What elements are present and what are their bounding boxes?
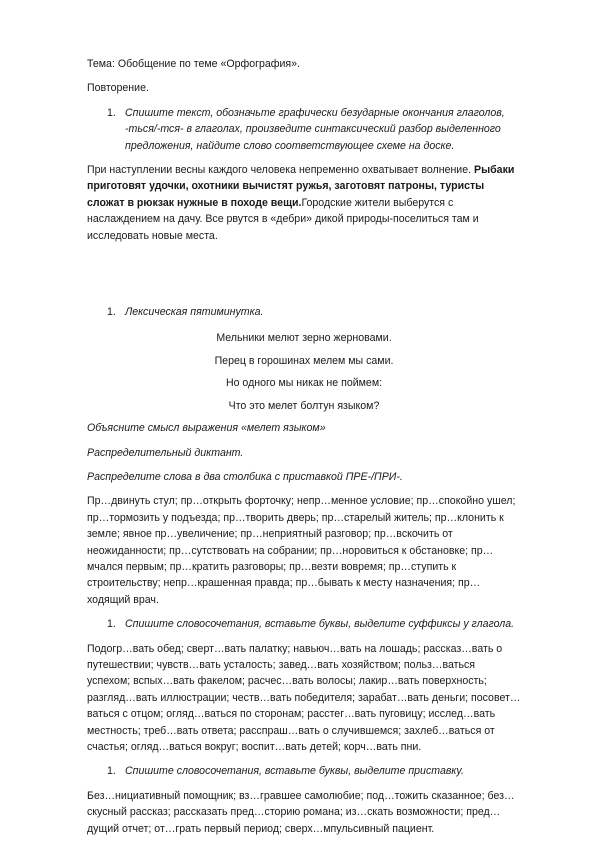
text-paragraph-1 — [87, 162, 521, 244]
document-page — [87, 56, 521, 837]
task-2-number: 1. — [107, 306, 116, 319]
words-paragraph-2: Подогр…вать обед; сверт…вать палатку; навьюч…вать на лошадь; рассказ…вать о путешествии; чувств…вать усталость; завед…вать хозяйством; польз…ваться успехом; вспых…вать факелом; расчес…вать волосы; лакир…вать поверхность; разгляд…вать иллюстрации; честв…вать победителя; зарабат…вать деньги; посовет…ваться с отцом; огляд…ваться по сторонам; расстег…вать пуговицу; исслед…вать местность; треб…вать ответа; расспраш…вать о случившемся; захлеб…ваться от счастья; огляд…ваться вокруг; воспит…вать детей; корч…вать пни. — [87, 642, 521, 753]
dictation-heading: Распределительный диктант. — [87, 446, 244, 459]
task-2-text: Лексическая пятиминутка. — [125, 306, 264, 319]
task-2 — [107, 304, 521, 320]
task-3-text: Спишите словосочетания, вставьте буквы, выделите суффиксы у глагола. — [125, 618, 515, 631]
text-bold-sentence: Рыбаки приготовят удочки, охотники вычистят ружья, заготовят патроны, туристы сложат в рюкзак нужные в походе вещи. — [87, 164, 515, 209]
task-3-number: 1. — [107, 618, 116, 631]
poem-line-2: Перец в горошинах мелем мы сами. — [214, 354, 394, 367]
task-4-text: Спишите словосочетания, вставьте буквы, выделите приставку. — [125, 765, 464, 778]
poem-line-1: Мельники мелют зерно жерновами. — [216, 332, 392, 345]
text-part-1: При наступлении весны каждого человека непременно охватывает волнение. — [87, 164, 475, 177]
task-4-number: 1. — [107, 765, 116, 778]
poem-line-4: Что это мелет болтун языком? — [228, 399, 380, 412]
task-4 — [107, 763, 521, 779]
task-1-number: 1. — [107, 106, 116, 119]
text-part-2: Городские жители выберутся с наслаждением на дачу. Все рвутся в «дебри» дикой природы-поселиться там и исследовать новые места. — [87, 196, 479, 242]
task-1-text: Спишите текст, обозначьте графически безударные окончания глаголов, -ться/-тся- в глаголах, произведите синтаксический разбор выделенного предложения, найдите слово соответствующее схеме на доске. — [125, 106, 505, 152]
poem-line-3: Но одного мы никак не поймем: — [225, 377, 383, 390]
words-paragraph-3: Без…нициативный помощник; вз…гравшее самолюбие; под…тожить сказанное; без…скусный рассказ; рассказать пред…сторию романа; из…скать возможности; пред…дущий отчет; от…грать первый период; сверх…мпульсивный пациент. — [87, 789, 515, 835]
distribute-instruction: Распределите слова в два столбика с приставкой ПРЕ-/ПРИ-. — [87, 470, 403, 483]
repeat-heading: Повторение. — [87, 82, 149, 95]
task-3 — [107, 616, 521, 632]
task-1 — [107, 105, 521, 154]
words-paragraph-1: Пр…двинуть стул; пр…открыть форточку; непр…менное условие; пр…спокойно ушел; пр…тормозить у подъезда; пр…творить дверь; пр…старелый житель; пр…клонить к земле; явное пр…увеличение; пр…неприятный разговор; пр…вскочить от неожиданности; пр…сутствовать на собрании; пр…норовиться к обстановке; пр…мчался первым; пр…кратить разговоры; пр…везти вовремя; пр…ступить к строительству; непр…крашенная правда; пр…бывать к месту назначения; пр…ходящий врач. — [87, 495, 516, 606]
topic-line: Тема: Обобщение по теме «Орфография». — [87, 58, 300, 70]
explain-line: Объясните смысл выражения «мелет языком» — [87, 422, 326, 435]
